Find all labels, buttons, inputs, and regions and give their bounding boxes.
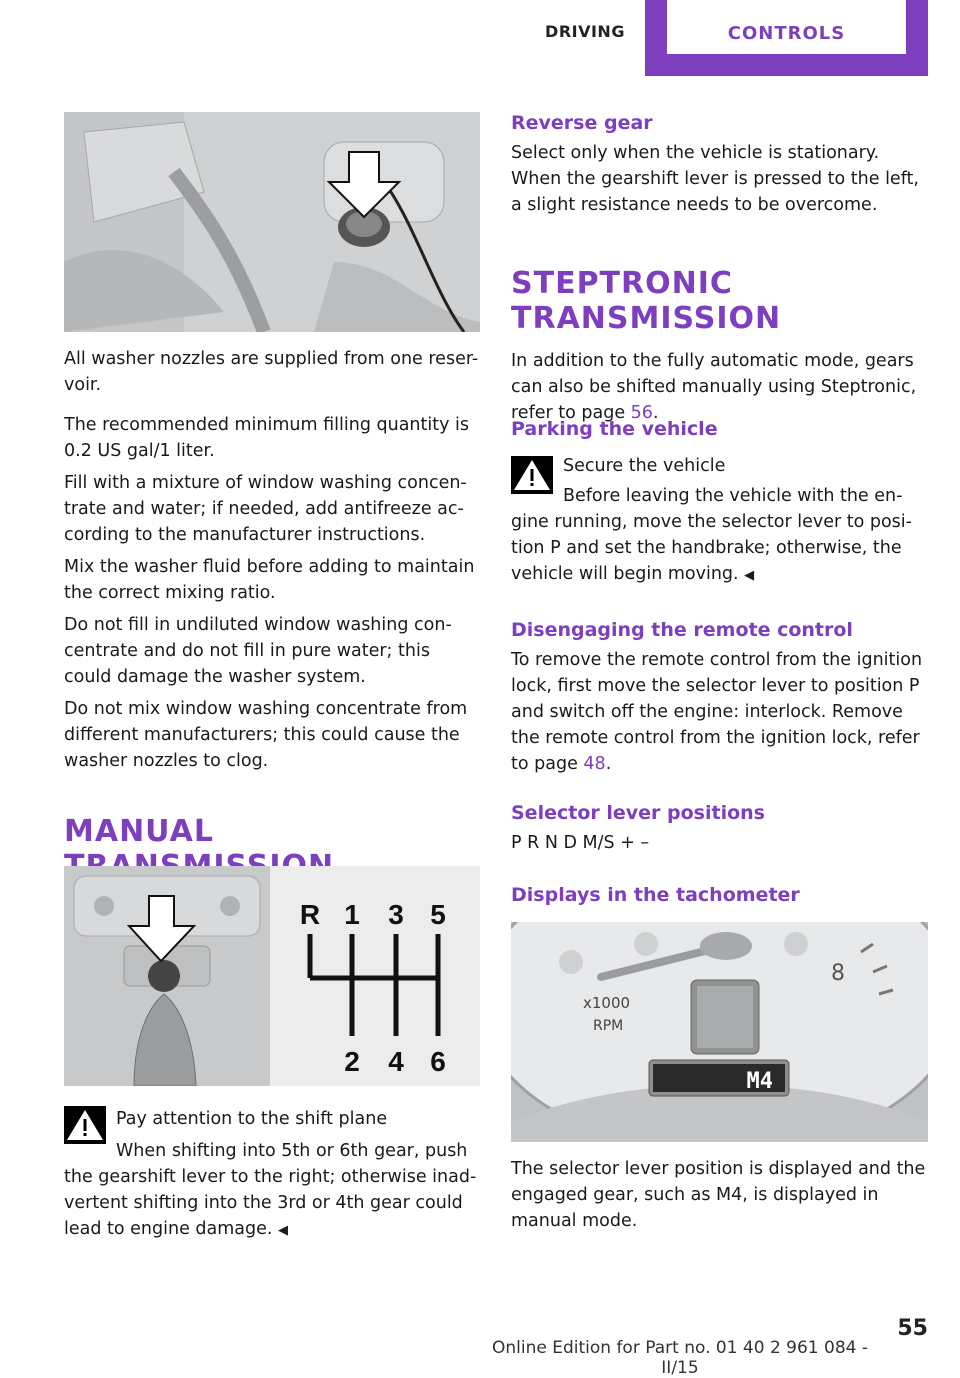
gearshift-figure [64,866,270,1086]
paragraph: All washer nozzles are supplied from one reser-voir. [64,349,479,395]
paragraph: Do not fill in undiluted window washing con-centrate and do not fill in pure water; this could damage the washer system. [64,615,452,687]
washer-reservoir-illustration [64,112,480,332]
gear-label-4: 4 [388,1046,404,1077]
gear-label-1: 1 [344,899,360,930]
header-chapter-label: CONTROLS [667,0,906,54]
left-intro [64,346,482,774]
end-mark: ◀ [278,1223,289,1238]
tach-gear-display: M4 [746,1069,773,1094]
page-link-48[interactable]: 48 [583,754,606,774]
shift-pattern-diagram [270,866,480,1086]
paragraph: Select only when the vehicle is stationary. When the gearshift lever is pressed to the left, a slight resistance needs to be overcome. [511,143,919,215]
tach-scale-label: x1000 [583,994,631,1012]
warning-title: Secure the vehicle [563,456,726,476]
paragraph [511,348,929,426]
subheading-disengaging-remote: Disengaging the remote control [511,619,853,641]
paragraph: Do not mix window washing concentrate from different manufacturers; this could cause the washer nozzles to clog. [64,699,468,771]
tach-unit-label: RPM [593,1018,624,1034]
remote-text: To remove the remote control from the ignition lock, first move the selector lever to position P and switch off the engine: interlock. Remove the remote control from the ignition lock, refer to page [511,650,923,774]
subheading-parking-vehicle: Parking the vehicle [511,418,718,440]
tach-digit: 8 [831,961,845,986]
gear-label-3: 3 [388,899,404,930]
paragraph: P R N D M/S + – [511,833,650,853]
paragraph: The recommended minimum filling quantity is 0.2 US gal/1 liter. [64,415,469,461]
paragraph: Fill with a mixture of window washing concen-trate and water; if needed, add antifreeze ac-cording to the manufacturer instructions. [64,473,467,545]
paragraph [511,647,929,777]
tachometer-illustration [511,922,928,1142]
page-link-56[interactable]: 56 [630,403,653,423]
period: . [652,403,659,423]
header-chapter-tab [645,0,928,76]
gear-label-5: 5 [430,899,446,930]
footer-edition: Online Edition for Part no. 01 40 2 961 084 - II/15 [491,1338,869,1378]
warning-body-text: Before leaving the vehicle with the en-gine running, move the selector lever to posi-tion P and set the handbrake; otherwise, the vehicle will begin moving. [511,486,912,584]
washer-reservoir-figure [64,112,480,332]
period: . [605,754,612,774]
gearshift-photo-illustration [64,866,270,1086]
section-heading-manual-transmission: MANUAL [64,814,214,849]
gear-label-r: R [299,899,321,930]
page-number: 55 [897,1316,928,1341]
shift-pattern-svg [270,866,480,1086]
subheading-displays-tachometer: Displays in the tachometer [511,884,800,906]
warning-body-text: When shifting into 5th or 6th gear, push the gearshift lever to the right; otherwise inad-vertent shifting into the 3rd or 4th gear could lead to engine damage. [64,1141,477,1239]
gear-label-6: 6 [430,1046,446,1077]
warning-body [64,1138,482,1244]
warning-title: Pay attention to the shift plane [116,1109,388,1129]
tachometer-figure [511,922,928,1142]
header-section-label: DRIVING [545,22,625,41]
paragraph: The selector lever position is displayed and the engaged gear, such as M4, is displayed in manual mode. [511,1159,926,1231]
paragraph: Mix the washer fluid before adding to maintain the correct mixing ratio. [64,557,475,603]
subheading-selector-positions: Selector lever positions [511,802,765,824]
end-mark: ◀ [744,568,755,583]
subheading-reverse-gear: Reverse gear [511,112,653,134]
warning-body [511,483,929,589]
section-heading-steptronic: STEPTRONIC TRANSMISSION [511,266,782,336]
gear-label-2: 2 [344,1046,360,1077]
steptronic-text: In addition to the fully automatic mode, gears can also be shifted manually using Steptronic, refer to page [511,351,917,423]
